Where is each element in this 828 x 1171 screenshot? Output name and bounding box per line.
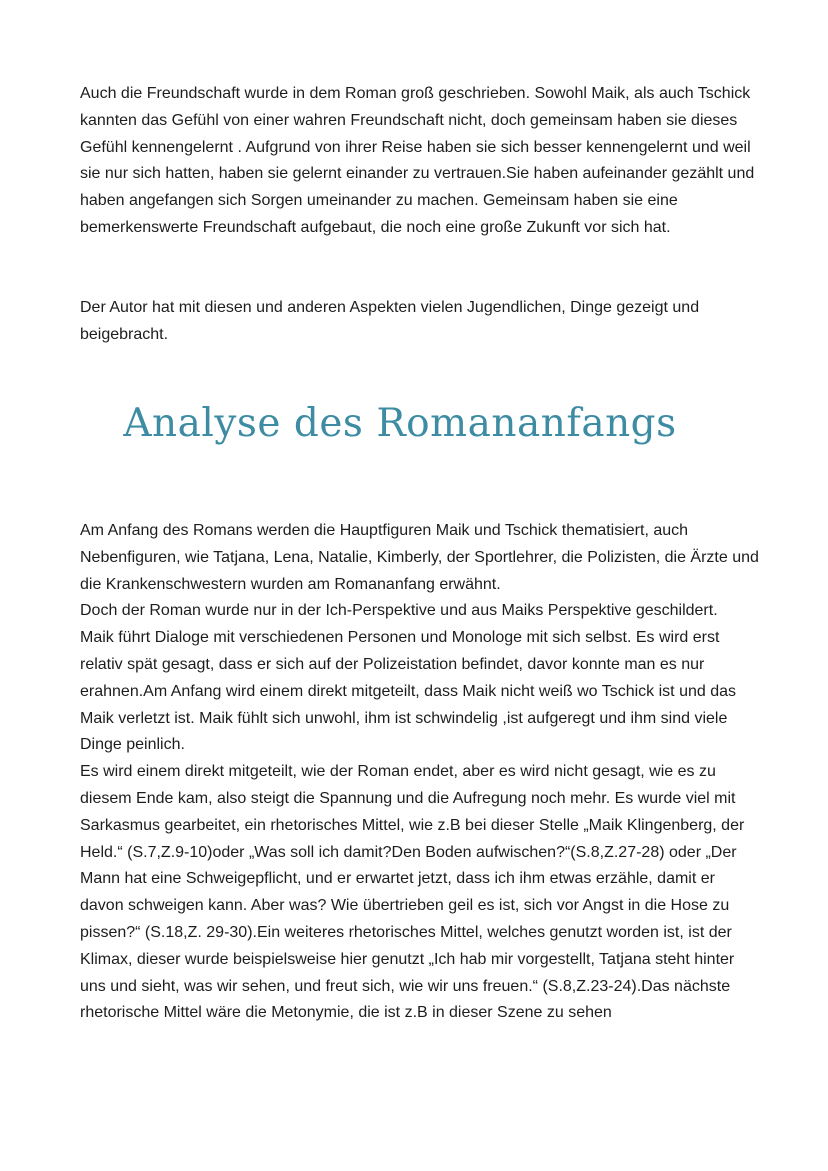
analysis-paragraph-1: Am Anfang des Romans werden die Hauptfiguren Maik und Tschick thematisiert, auch Nebenfiguren, wie Tatjana, Lena, Natalie, Kimberly, der Sportlehrer, die Polizisten, die Ärzte und die Krankenschwestern wurden am Romananfang erwähnt. [80,522,759,593]
analysis-paragraph-3: Maik führt Dialoge mit verschiedenen Personen und Monologe mit sich selbst. Es wird erst relativ spät gesagt, dass er sich auf der Polizeistation befindet, davor konnte man es nur erahnen.Am Anfang wird einem direkt mitgeteilt, dass Maik nicht weiß wo Tschick ist und das Maik verletzt ist. Maik fühlt sich unwohl, ihm ist schwindelig ,ist aufgeregt und ihm sind viele Dinge peinlich. [80,629,736,754]
paragraph-text: Der Autor hat mit diesen und anderen Aspekten vielen Jugendlichen, Dinge gezeigt und beigebracht. [80,299,700,343]
paragraph-text: Auch die Freundschaft wurde in dem Roman groß geschrieben. Sowohl Maik, als auch Tschick kannten das Gefühl von einer wahren Freundschaft nicht, doch gemeinsam haben sie dieses Gefühl kennengelernt . Aufgrund von ihrer Reise haben sie sich besser kennengelernt und weil sie nur sich hatten, haben sie gelernt einander zu vertrauen.Sie haben aufeinander gezählt und haben angefangen sich Sorgen umeinander zu machen. Gemeinsam haben sie eine bemerkenswerte Freundschaft aufgebaut, die noch eine große Zukunft vor sich hat. [80,85,755,236]
analysis-paragraph-4: Es wird einem direkt mitgeteilt, wie der Roman endet, aber es wird nicht gesagt, wie es zu diesem Ende kam, also steigt die Spannung und die Aufregung noch mehr. Es wurde viel mit Sarkasmus gearbeitet, ein rhetorisches Mittel, wie z.B bei dieser Stelle „Maik Klingenberg, der Held.“ (S.7,Z.9-10)oder „Was soll ich damit?Den Boden aufwischen?“(S.8,Z.27-28) oder „Der Mann hat eine Schweigepflicht, und er erwartet jetzt, dass ich ihm etwas erzähle, damit er davon schweigen kann. Aber was? Wie übertrieben geil es ist, sich vor Angst in die Hose zu pissen?“ (S.18,Z. 29-30).Ein weiteres rhetorisches Mittel, welches genutzt worden ist, ist der Klimax, dieser wurde beispielsweise hier genutzt „Ich hab mir vorgestellt, Tatjana steht hinter uns und sieht, was wir sehen, und freut sich, wie wir uns freuen.“ (S.8,Z.23-24).Das nächste rhetorische Mittel wäre die Metonymie, die ist z.B in dieser Szene zu sehen [80,763,745,1022]
section-heading: Analyse des Romananfangs [123,401,677,446]
author-paragraph [80,295,760,349]
analysis-section [80,518,760,1027]
analysis-paragraph-2: Doch der Roman wurde nur in der Ich-Perspektive und aus Maiks Perspektive geschildert. [80,602,718,620]
friendship-paragraph [80,81,760,242]
